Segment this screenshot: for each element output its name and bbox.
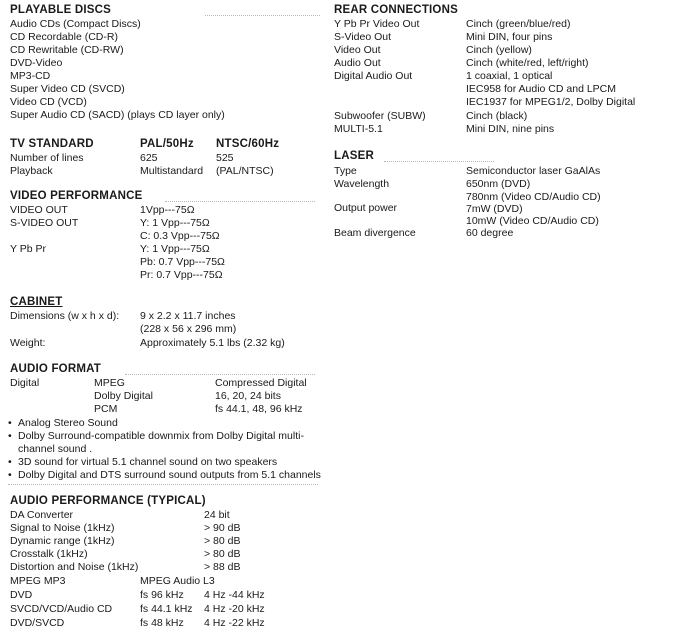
freq-range: 4 Hz -20 kHz — [204, 603, 265, 615]
laser-heading: LASER — [334, 150, 374, 162]
tv-row-label: Number of lines — [10, 152, 84, 164]
disc-item: Super Audio CD (SACD) (plays CD layer only) — [10, 109, 225, 121]
laser-row-value: 7mW (DVD) — [466, 203, 523, 215]
audio-perf-label: Signal to Noise (1kHz) — [10, 522, 115, 534]
audio-format-col-b: Dolby Digital — [94, 390, 153, 402]
mp3-value: MPEG Audio L3 — [140, 575, 215, 587]
rear-row-value: Cinch (yellow) — [466, 44, 532, 56]
rear-row-value: Mini DIN, nine pins — [466, 123, 555, 135]
rear-row-label: MULTI-5.1 — [334, 123, 383, 135]
tv-col-ntsc: NTSC/60Hz — [216, 138, 280, 150]
rear-row-value: Cinch (black) — [466, 110, 528, 122]
rear-row-value: Cinch (white/red, left/right) — [466, 57, 589, 69]
video-row-value: 1Vpp---75Ω — [140, 204, 195, 216]
section-rule — [8, 484, 318, 485]
laser-row-value: 10mW (Video CD/Audio CD) — [466, 215, 599, 227]
video-row-label: VIDEO OUT — [10, 204, 68, 216]
section-rule — [384, 161, 494, 162]
audio-format-bullet — [8, 430, 304, 443]
video-performance-heading: VIDEO PERFORMANCE — [10, 190, 143, 202]
dimensions-value-metric: (228 x 56 x 296 mm) — [140, 323, 237, 335]
freq-range: 4 Hz -22 kHz — [204, 617, 265, 629]
disc-item: Audio CDs (Compact Discs) — [10, 18, 141, 30]
tv-standard-heading: TV STANDARD — [10, 138, 94, 150]
video-row-value: Pr: 0.7 Vpp---75Ω — [140, 269, 223, 281]
audio-perf-value: > 90 dB — [204, 522, 241, 534]
rear-row-value: Mini DIN, four pins — [466, 31, 553, 43]
disc-item: DVD-Video — [10, 57, 63, 69]
audio-format-bullet — [8, 456, 277, 469]
bullet-text: Dolby Digital and DTS surround sound outputs from 5.1 channels — [18, 469, 321, 481]
audio-format-heading: AUDIO FORMAT — [10, 363, 101, 375]
audio-format-col-b: PCM — [94, 403, 118, 415]
disc-item: Super Video CD (SVCD) — [10, 83, 125, 95]
bullet-text: Analog Stereo Sound — [18, 417, 118, 429]
video-row-label: S-VIDEO OUT — [10, 217, 79, 229]
audio-format-col-a: Digital — [10, 377, 40, 389]
audio-performance-heading: AUDIO PERFORMANCE (TYPICAL) — [10, 495, 206, 507]
rear-row-value: IEC1937 for MPEG1/2, Dolby Digital — [466, 96, 636, 108]
audio-perf-value: 24 bit — [204, 509, 230, 521]
mp3-label: MPEG MP3 — [10, 575, 66, 587]
audio-format-bullet — [8, 469, 321, 482]
section-rule — [165, 201, 315, 202]
disc-item: CD Recordable (CD-R) — [10, 31, 118, 43]
audio-format-col-c: Compressed Digital — [215, 377, 307, 389]
rear-connections-heading: REAR CONNECTIONS — [334, 4, 458, 16]
freq-range: 4 Hz -44 kHz — [204, 589, 265, 601]
rear-row-label: Y Pb Pr Video Out — [334, 18, 420, 30]
tv-col-pal: PAL/50Hz — [140, 138, 194, 150]
audio-format-col-c: 16, 20, 24 bits — [215, 390, 281, 402]
audio-format-col-c: fs 44.1, 48, 96 kHz — [215, 403, 303, 415]
video-row-value: Y: 1 Vpp---75Ω — [140, 243, 210, 255]
tv-row-label: Playback — [10, 165, 53, 177]
bullet-text: 3D sound for virtual 5.1 channel sound on two speakers — [18, 456, 278, 468]
rear-row-label: Audio Out — [334, 57, 381, 69]
rear-row-label: Digital Audio Out — [334, 70, 413, 82]
freq-fs: fs 44.1 kHz — [140, 603, 193, 615]
disc-item: MP3-CD — [10, 70, 51, 82]
tv-row-pal: Multistandard — [140, 165, 204, 177]
rear-row-value: Cinch (green/blue/red) — [466, 18, 571, 30]
weight-label: Weight: — [10, 337, 46, 349]
dimensions-value: 9 x 2.2 x 11.7 inches — [140, 310, 236, 322]
audio-perf-value: > 80 dB — [204, 535, 241, 547]
playable-discs-heading: PLAYABLE DISCS — [10, 4, 112, 16]
tv-row-ntsc: 525 — [216, 152, 234, 164]
audio-perf-label: DA Converter — [10, 509, 74, 521]
audio-format-col-b: MPEG — [94, 377, 125, 389]
freq-label: SVCD/VCD/Audio CD — [10, 603, 113, 615]
video-row-label: Y Pb Pr — [10, 243, 46, 255]
rear-row-value: 1 coaxial, 1 optical — [466, 70, 553, 82]
laser-row-label: Wavelength — [334, 178, 390, 190]
audio-format-bullet — [8, 417, 118, 430]
audio-perf-label: Distortion and Noise (1kHz) — [10, 561, 139, 573]
video-row-value: Pb: 0.7 Vpp---75Ω — [140, 256, 225, 268]
laser-row-value: 650nm (DVD) — [466, 178, 531, 190]
freq-fs: fs 48 kHz — [140, 617, 184, 629]
laser-row-label: Beam divergence — [334, 227, 416, 239]
weight-value: Approximately 5.1 lbs (2.32 kg) — [140, 337, 285, 349]
rear-row-value: IEC958 for Audio CD and LPCM — [466, 83, 616, 95]
bullet-text: Dolby Surround-compatible downmix from Dolby Digital multi- — [18, 430, 304, 442]
video-row-value: Y: 1 Vpp---75Ω — [140, 217, 210, 229]
video-row-value: C: 0.3 Vpp---75Ω — [140, 230, 220, 242]
audio-perf-label: Crosstalk (1kHz) — [10, 548, 88, 560]
disc-item: CD Rewritable (CD-RW) — [10, 44, 124, 56]
laser-row-value: 60 degree — [466, 227, 514, 239]
disc-item: Video CD (VCD) — [10, 96, 87, 108]
bullet-text-continued: channel sound . — [18, 443, 93, 455]
tv-row-ntsc: (PAL/NTSC) — [216, 165, 274, 177]
section-rule — [125, 374, 315, 375]
tv-row-pal: 625 — [140, 152, 158, 164]
freq-fs: fs 96 kHz — [140, 589, 184, 601]
freq-label: DVD — [10, 589, 33, 601]
section-rule — [205, 15, 320, 16]
dimensions-label: Dimensions (w x h x d): — [10, 310, 120, 322]
audio-perf-value: > 80 dB — [204, 548, 241, 560]
laser-row-label: Output power — [334, 202, 398, 214]
cabinet-heading: CABINET — [10, 296, 63, 308]
rear-row-label: S-Video Out — [334, 31, 392, 43]
freq-label: DVD/SVCD — [10, 617, 65, 629]
audio-perf-value: > 88 dB — [204, 561, 241, 573]
laser-row-value: 780nm (Video CD/Audio CD) — [466, 191, 601, 203]
laser-row-label: Type — [334, 165, 357, 177]
audio-perf-label: Dynamic range (1kHz) — [10, 535, 115, 547]
laser-row-value: Semiconductor laser GaAlAs — [466, 165, 601, 177]
rear-row-label: Subwoofer (SUBW) — [334, 110, 426, 122]
rear-row-label: Video Out — [334, 44, 381, 56]
